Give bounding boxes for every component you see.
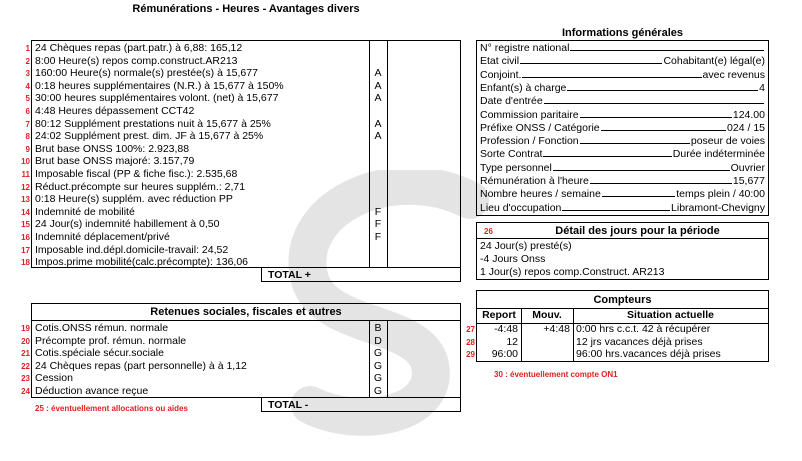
remunerations-title: Rémunérations - Heures - Avantages divers	[132, 3, 360, 15]
info-row	[477, 188, 768, 200]
info-underline	[601, 130, 726, 131]
compteur-situation: 96:00 hrs.vacances déjà prises	[576, 348, 721, 361]
info-underline	[522, 77, 701, 78]
detail-line-2: -4 Jours Onss	[480, 253, 546, 265]
row-number: 10	[21, 157, 30, 167]
remuneration-row-text: 24 Jour(s) indemnité habillement à 0,50	[35, 218, 220, 231]
header-mouv: Mouv.	[532, 309, 562, 321]
retenue-row-code: G	[373, 372, 383, 385]
info-value: Libramont-Chevigny	[671, 201, 765, 214]
remuneration-row-code	[370, 55, 386, 67]
retenue-row-code: D	[374, 334, 382, 347]
retenue-row-code: B	[374, 322, 382, 334]
remuneration-row-text: Impos.prime mobilité(calc.précompte): 136,06	[35, 256, 249, 269]
compteur-mouv	[521, 348, 570, 360]
remuneration-row-text: Indemnité de mobilité	[35, 205, 135, 218]
remuneration-row-text: 24:02 Supplément prest. dim. JF à 15,677 à 25%	[35, 130, 264, 143]
info-label: Sorte Contrat	[480, 148, 543, 161]
info-row	[477, 148, 768, 160]
info-underline	[580, 143, 690, 144]
header-situation: Situation actuelle	[627, 309, 714, 321]
remuneration-row-text: 8:00 Heure(s) repos comp.construct.AR213	[35, 54, 238, 67]
info-underline	[553, 170, 730, 171]
row-number: 23	[21, 374, 30, 384]
remuneration-row-code: A	[374, 67, 382, 80]
row-number: 21	[21, 349, 30, 359]
retenue-row-code: G	[373, 385, 383, 397]
row-number: 19	[21, 324, 30, 333]
remuneration-row-code	[370, 105, 386, 117]
info-label: Type personnel	[480, 161, 552, 174]
info-label: Enfant(s) à charge	[480, 81, 567, 94]
remuneration-row-code: A	[374, 79, 382, 92]
info-value: Ouvrier	[730, 161, 765, 174]
info-underline	[570, 50, 764, 51]
info-value: poseur de voies	[690, 135, 765, 148]
remuneration-row-text: Imposable fiscal (PP & fiche fisc.): 2.535,68	[35, 168, 238, 180]
row-number: 13	[21, 195, 30, 205]
info-label: Rémunération à l'heure	[480, 175, 589, 187]
remuneration-row-code: A	[374, 117, 382, 130]
compteurs-box	[466, 290, 769, 362]
row-number: 3	[25, 69, 30, 79]
info-underline	[562, 210, 670, 211]
compteur-report: 12	[506, 335, 518, 348]
info-row	[477, 175, 768, 187]
compteur-report: 96:00	[491, 348, 518, 361]
row-number: 22	[21, 361, 30, 371]
row-number: 6	[25, 107, 30, 116]
remuneration-row-text: 30:00 heures supplémentaires volont. (net) à 15,677	[35, 92, 279, 105]
retenues-table	[21, 320, 461, 398]
info-value: temps plein / 40:00	[676, 188, 765, 201]
row-number: 16	[21, 233, 30, 242]
row-number: 1	[25, 44, 30, 53]
row-number: 14	[21, 207, 30, 217]
info-underline	[544, 103, 764, 104]
info-row	[477, 69, 768, 81]
retenue-row-code: G	[373, 347, 383, 360]
row-number: 17	[21, 245, 30, 255]
compteur-mouv: +4:48	[543, 323, 570, 335]
info-row	[477, 95, 768, 107]
info-value: 024 / 15	[727, 121, 765, 134]
row-number: 7	[25, 119, 30, 129]
compteur-situation: 0:00 hrs c.c.t. 42 à récupérer	[576, 323, 711, 335]
info-label: Etat civil	[480, 55, 520, 68]
row-number: 15	[21, 220, 30, 230]
remuneration-row-code	[370, 244, 386, 256]
remuneration-row-code: A	[374, 92, 382, 105]
info-underline	[543, 156, 671, 157]
note-25: 25 : éventuellement allocations ou aides	[35, 404, 188, 413]
info-label: Nombre heures / semaine	[480, 188, 601, 201]
info-row	[477, 55, 768, 67]
retenues-title: Retenues sociales, fiscales et autres	[150, 306, 342, 318]
remuneration-row-text: 80:12 Supplément prestations nuit à 15,677 à 25%	[35, 117, 271, 130]
row-number: 29	[466, 350, 475, 360]
remuneration-row-text: Imposable ind.dépl.domicile-travail: 24,52	[35, 243, 229, 256]
info-label: Lieu d'occupation	[480, 201, 562, 214]
remuneration-row-text: Indemnité déplacement/privé	[35, 231, 170, 243]
retenue-row-text: Cotis.ONSS rémun. normale	[35, 322, 169, 334]
retenue-row-text: Cession	[35, 372, 73, 385]
retenue-row-text: 24 Chèques repas (part personnelle) à à 1,12	[35, 359, 247, 372]
info-label: Profession / Fonction	[480, 135, 579, 148]
retenue-row-code: G	[373, 359, 383, 372]
info-value: 124.00	[732, 108, 765, 121]
info-row	[477, 202, 768, 214]
remunerations-table	[21, 40, 461, 269]
info-label: N° registre national	[480, 42, 570, 54]
detail-line-1: 24 Jour(s) presté(s)	[480, 240, 572, 252]
remuneration-row-text: 0:18 heures supplémentaires (N.R.) à 15,677 à 150%	[35, 79, 284, 92]
info-value: Durée indéterminée	[672, 148, 765, 161]
retenue-row-text: Précompte prof. rémun. normale	[35, 334, 187, 347]
remuneration-row-text: 24 Chèques repas (part.patr.) à 6,88: 165,12	[35, 42, 243, 54]
info-row	[477, 42, 768, 54]
row-number: 24	[21, 387, 30, 396]
remuneration-row-text: 0:18 Heure(s) supplém. avec réduction PP	[35, 193, 233, 206]
total-minus-box	[261, 397, 461, 412]
infos-box	[476, 40, 769, 216]
info-row	[477, 162, 768, 174]
row-number: 8	[25, 132, 30, 142]
remuneration-row-text: 160:00 Heure(s) normale(s) prestée(s) à 15,677	[35, 67, 258, 80]
info-underline	[590, 183, 732, 184]
row-number: 18	[21, 258, 30, 268]
remuneration-row-code	[370, 143, 386, 155]
info-value: 4	[759, 81, 765, 94]
info-row	[477, 135, 768, 147]
total-minus-label: TOTAL -	[268, 399, 309, 411]
compteur-situation: 12 jrs vacances déjà prises	[576, 335, 703, 348]
remuneration-row-text: Réduct.précompte sur heures supplém.: 2,71	[35, 180, 246, 193]
row-number: 28	[466, 337, 475, 347]
remuneration-row-code: A	[374, 130, 382, 143]
row-number: 2	[25, 56, 30, 66]
info-row	[477, 109, 768, 121]
detail-title: Détail des jours pour la période	[555, 225, 720, 237]
remuneration-row-code	[370, 168, 386, 180]
row-number: 9	[25, 144, 30, 154]
info-label: Date d'entrée	[480, 95, 543, 108]
row-number: 12	[21, 182, 30, 192]
remuneration-row-code	[370, 155, 386, 167]
remuneration-row-code	[370, 42, 386, 54]
info-label: Conjoint.	[480, 68, 522, 81]
detail-number: 26	[484, 227, 493, 236]
remuneration-row-code: F	[374, 205, 382, 218]
remuneration-row-text: Brut base ONSS majoré: 3.157,79	[35, 155, 195, 168]
note-30: 30 : éventuellement compte ON1	[494, 370, 618, 379]
detail-line-3: 1 Jour(s) repos comp.Construct. AR213	[480, 266, 665, 278]
total-plus-label: TOTAL +	[268, 269, 311, 281]
info-value: 15,677	[732, 175, 765, 187]
row-number: 27	[466, 325, 475, 334]
info-row	[477, 82, 768, 94]
info-underline	[602, 196, 675, 197]
info-label: Préfixe ONSS / Catégorie	[480, 121, 600, 134]
compteur-report: -4:48	[494, 323, 518, 335]
info-underline	[520, 63, 662, 64]
row-number: 20	[21, 336, 30, 346]
remuneration-row-text: Brut base ONSS 100%: 2.923,88	[35, 142, 190, 155]
infos-title: Informations générales	[561, 27, 684, 39]
row-number: 5	[25, 94, 30, 104]
compteur-mouv	[521, 336, 570, 348]
compteurs-title: Compteurs	[593, 294, 652, 306]
info-underline	[580, 117, 732, 118]
info-underline	[567, 90, 758, 91]
remuneration-row-code: F	[374, 231, 382, 243]
total-plus-box	[261, 267, 461, 282]
row-number: 4	[25, 81, 30, 91]
info-value: avec revenus	[702, 68, 765, 81]
retenue-row-text: Déduction avance reçue	[35, 385, 149, 397]
row-number: 11	[21, 170, 30, 179]
retenue-row-text: Cotis.spéciale sécur.sociale	[35, 347, 164, 360]
info-row	[477, 122, 768, 134]
remuneration-row-code	[370, 181, 386, 193]
info-label: Commission paritaire	[480, 108, 579, 121]
header-report: Report	[482, 309, 516, 321]
retenues-title-box	[31, 303, 461, 321]
info-value: Cohabitant(e) légal(e)	[663, 55, 765, 68]
remuneration-row-text: 4:48 Heures dépassement CCT42	[35, 105, 195, 117]
remuneration-row-code: F	[374, 218, 382, 231]
detail-box	[476, 222, 769, 280]
remuneration-row-code	[370, 193, 386, 205]
